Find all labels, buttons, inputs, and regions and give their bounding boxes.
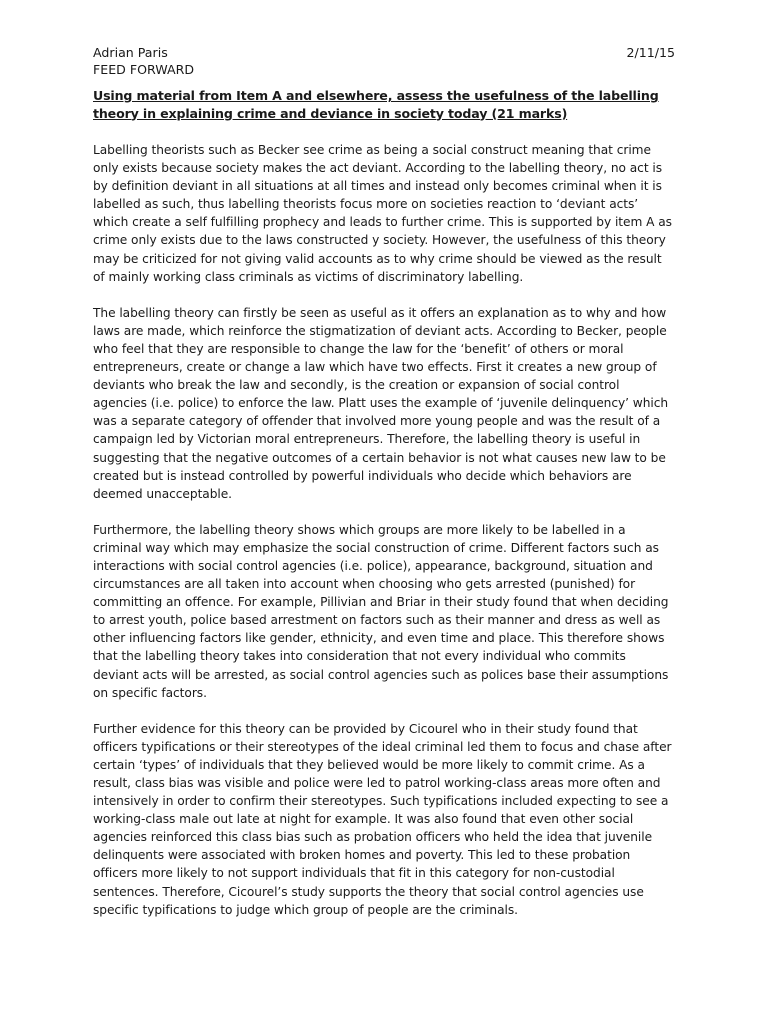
- header-row: [93, 44, 675, 61]
- paragraph-4: Further evidence for this theory can be provided by Cicourel who in their study found that officers typifications or their stereotypes of the ideal criminal led them to focus and chase after certain ‘types’ of individuals that they believed would be more likely to commit crime. As a result, class bias was visible and police were led to patrol working-class areas more often and intensively in order to confirm their stereotypes. Such typifications included expecting to see a working-class male out late at night for example. It was also found that even other social agencies reinforced this class bias such as probation officers who held the idea that juvenile delinquents were associated with broken homes and poverty. This led to these probation officers more likely to not support individuals that fit in this category for non-custodial sentences. Therefore, Cicourel’s study supports the theory that social control agencies use specific typifications to judge which group of people are the criminals.: [93, 721, 672, 917]
- author-name: Adrian Paris: [93, 45, 168, 60]
- essay-title: Using material from Item A and elsewhere, assess the usefulness of the labelling theory in explaining crime and deviance in society today (21 marks): [93, 88, 659, 121]
- document-page: [93, 44, 675, 919]
- paragraph-1: Labelling theorists such as Becker see crime as being a social construct meaning that crime only exists because society makes the act deviant. According to the labelling theory, no act is by definition deviant in all situations at all times and instead only becomes criminal when it is labelled as such, thus labelling theorists focus more on societies reaction to ‘deviant acts’ which create a self fulfilling prophecy and leads to further crime. This is supported by item A as crime only exists due to the laws constructed y society. However, the usefulness of this theory may be criticized for not giving valid accounts as to why crime should be viewed as the result of mainly working class criminals as victims of discriminatory labelling.: [93, 143, 672, 284]
- paragraph-2: The labelling theory can firstly be seen as useful as it offers an explanation as to why and how laws are made, which reinforce the stigmatization of deviant acts. According to Becker, people who feel that they are responsible to change the law for the ‘benefit’ of others or moral entrepreneurs, create or change a law which have two effects. First it creates a new group of deviants who break the law and secondly, is the creation or expansion of social control agencies (i.e. police) to enforce the law. Platt uses the example of ‘juvenile delinquency’ which was a separate category of offender that involved more young people and was the result of a campaign led by Victorian moral entrepreneurs. Therefore, the labelling theory is useful in suggesting that the negative outcomes of a certain behavior is not what causes new law to be created but is instead controlled by powerful individuals who decide which behaviors are deemed unacceptable.: [93, 305, 669, 501]
- document-subtitle: FEED FORWARD: [93, 62, 195, 77]
- paragraph-3: Furthermore, the labelling theory shows which groups are more likely to be labelled in a criminal way which may emphasize the social construction of crime. Different factors such as interactions with social control agencies (i.e. police), appearance, background, situation and circumstances are all taken into account when choosing who gets arrested (punished) for committing an offence. For example, Pillivian and Briar in their study found that when deciding to arrest youth, police based arrestment on factors such as their manner and dress as well as other influencing factors like gender, ethnicity, and even time and place. This therefore shows that the labelling theory takes into consideration that not every individual who commits deviant acts will be arrested, as social control agencies such as polices base their assumptions on specific factors.: [93, 522, 669, 700]
- document-date: 2/11/15: [626, 45, 675, 60]
